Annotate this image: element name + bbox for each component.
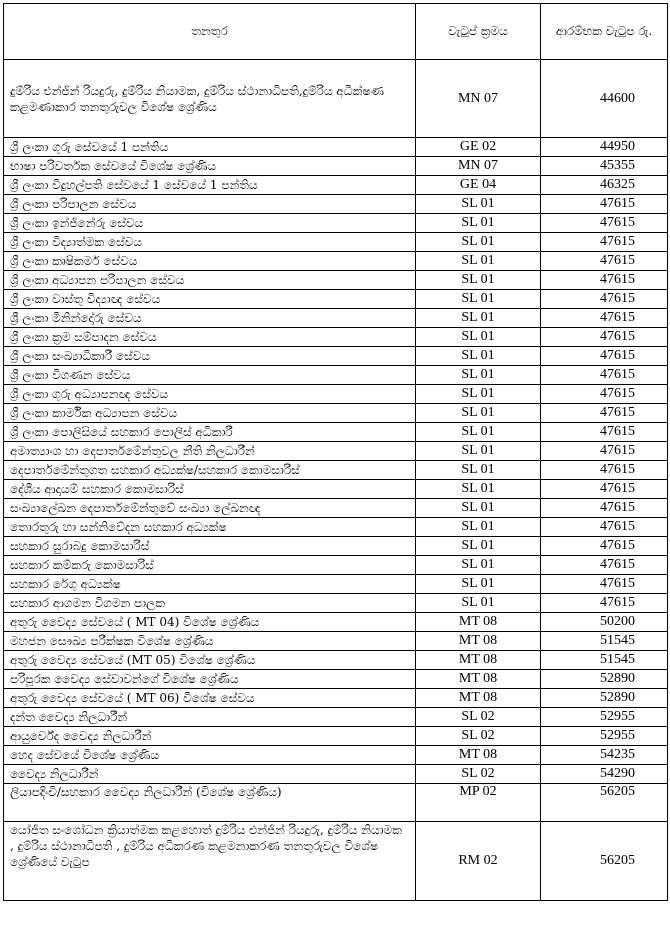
table-row — [4, 290, 668, 309]
cell-starting-salary: 47615 — [541, 442, 668, 461]
cell-post: සහකාර කම්කරු කොමසාරිස් — [4, 556, 416, 575]
cell-post: ශ්‍රී ලංකා පරිපාලන සේවය — [4, 195, 416, 214]
cell-post: ශ්‍රී ලංකා කාර්මික අධ්‍යාපන සේවය — [4, 404, 416, 423]
cell-salary-scale: SL 01 — [416, 328, 541, 347]
cell-post: අතුරු වෛද්‍ය සේවයේ ( MT 06) විශේෂ සේවය — [4, 689, 416, 708]
table-row — [4, 765, 668, 784]
cell-post: ශ්‍රී ලංකා විගණන සේවය — [4, 366, 416, 385]
cell-post: ශ්‍රී ලංකා වාස්තු විද්‍යාඥ සේවය — [4, 290, 416, 309]
table-row — [4, 822, 668, 901]
cell-post: දුම්රිය එන්ජින් රියදුරු, දුම්රිය නියාමක, දුම්රිය ස්ථානාධිපති,දුම්රිය අධීක්ෂණ කළමණාකාර තනතුරුවල විශේෂ ශ්‍රේණිය — [4, 60, 416, 138]
table-row — [4, 727, 668, 746]
cell-starting-salary: 47615 — [541, 537, 668, 556]
cell-post: ශ්‍රී ලංකා ක්‍රම සම්පාදන සේවය — [4, 328, 416, 347]
table-row — [4, 233, 668, 252]
cell-salary-scale: SL 01 — [416, 480, 541, 499]
table-row — [4, 404, 668, 423]
cell-starting-salary: 47615 — [541, 404, 668, 423]
cell-salary-scale: SL 02 — [416, 727, 541, 746]
table-row — [4, 176, 668, 195]
table-row — [4, 252, 668, 271]
cell-starting-salary: 56205 — [541, 822, 668, 901]
cell-starting-salary: 52955 — [541, 708, 668, 727]
cell-starting-salary: 47615 — [541, 518, 668, 537]
cell-post: සංඛ්‍යාලේඛන දෙපාර්තමේන්තුවේ සංඛ්‍යා ලේඛනඥ — [4, 499, 416, 518]
cell-starting-salary: 47615 — [541, 423, 668, 442]
table-row — [4, 195, 668, 214]
cell-starting-salary: 54235 — [541, 746, 668, 765]
cell-post: තොරතුරු හා සන්නිවේදන සහකාර අධ්‍යක්ෂ — [4, 518, 416, 537]
cell-salary-scale: MN 07 — [416, 157, 541, 176]
table-row — [4, 632, 668, 651]
table-row — [4, 518, 668, 537]
cell-salary-scale: MT 08 — [416, 651, 541, 670]
cell-starting-salary: 51545 — [541, 651, 668, 670]
cell-salary-scale: SL 01 — [416, 290, 541, 309]
table-row — [4, 670, 668, 689]
table-row — [4, 271, 668, 290]
header-post: තනතුර — [4, 4, 416, 60]
table-header-row — [4, 4, 668, 60]
cell-starting-salary: 47615 — [541, 309, 668, 328]
table-row — [4, 708, 668, 727]
cell-salary-scale: RM 02 — [416, 822, 541, 901]
table-row — [4, 746, 668, 765]
table-row — [4, 613, 668, 632]
cell-starting-salary: 52890 — [541, 670, 668, 689]
cell-salary-scale: SL 01 — [416, 442, 541, 461]
cell-salary-scale: SL 01 — [416, 214, 541, 233]
cell-post: අමාත්‍යාංශ හා දෙපාර්තමේන්තුවල නීති නිලධාරීන් — [4, 442, 416, 461]
cell-starting-salary: 52955 — [541, 727, 668, 746]
cell-starting-salary: 47615 — [541, 195, 668, 214]
cell-starting-salary: 47615 — [541, 347, 668, 366]
cell-post: ශ්‍රී ලංකා කෘෂිකර්ම සේවය — [4, 252, 416, 271]
cell-salary-scale: MT 08 — [416, 670, 541, 689]
cell-salary-scale: GE 02 — [416, 138, 541, 157]
header-salary-scale: වැටුප් ක්‍රමය — [416, 4, 541, 60]
table-row — [4, 480, 668, 499]
table-row — [4, 651, 668, 670]
cell-post: පරිපූරක වෛද්‍ය සේවාවන්ගේ විශේෂ ශ්‍රේණිය — [4, 670, 416, 689]
header-starting-salary: ආරම්භක වැටුප රු. — [541, 4, 668, 60]
cell-salary-scale: SL 01 — [416, 461, 541, 480]
cell-starting-salary: 56205 — [541, 784, 668, 822]
cell-salary-scale: MT 08 — [416, 746, 541, 765]
cell-salary-scale: SL 02 — [416, 708, 541, 727]
table-row — [4, 537, 668, 556]
cell-post: හෙද සේවයේ විශේෂ ශ්‍රේණිය — [4, 746, 416, 765]
table-row — [4, 461, 668, 480]
cell-starting-salary: 47615 — [541, 366, 668, 385]
cell-post: භාෂා පරිවර්තක සේවයේ විශේෂ ශ්‍රේණිය — [4, 157, 416, 176]
cell-starting-salary: 47615 — [541, 461, 668, 480]
cell-salary-scale: SL 01 — [416, 594, 541, 613]
table-row — [4, 575, 668, 594]
cell-post: ආයුර්වේද වෛද්‍ය නිලධාරීන් — [4, 727, 416, 746]
cell-starting-salary: 54290 — [541, 765, 668, 784]
table-row — [4, 784, 668, 822]
cell-starting-salary: 47615 — [541, 252, 668, 271]
cell-post: දන්ත වෛද්‍ය නිලධාරීන් — [4, 708, 416, 727]
cell-salary-scale: SL 01 — [416, 575, 541, 594]
table-row — [4, 556, 668, 575]
cell-starting-salary: 47615 — [541, 499, 668, 518]
cell-post: ලියාපදිංචි/සහකාර වෛද්‍ය නිලධාරීන් (විශේෂ ශ්‍රේණිය) — [4, 784, 416, 822]
cell-salary-scale: GE 04 — [416, 176, 541, 195]
cell-salary-scale: SL 01 — [416, 518, 541, 537]
cell-salary-scale: SL 01 — [416, 556, 541, 575]
cell-starting-salary: 44600 — [541, 60, 668, 138]
cell-post: ශ්‍රී ලංකා විද්‍යාත්මක සේවය — [4, 233, 416, 252]
cell-starting-salary: 47615 — [541, 556, 668, 575]
cell-salary-scale: SL 01 — [416, 404, 541, 423]
cell-salary-scale: MN 07 — [416, 60, 541, 138]
cell-starting-salary: 47615 — [541, 214, 668, 233]
cell-post: ශ්‍රී ලංකා පොලිසියේ සහකාර පොලිස් අධිකාරී — [4, 423, 416, 442]
cell-starting-salary: 47615 — [541, 290, 668, 309]
table-row — [4, 442, 668, 461]
cell-salary-scale: SL 01 — [416, 366, 541, 385]
cell-post: ශ්‍රී ලංකා ඉන්ජිනේරු සේවය — [4, 214, 416, 233]
cell-salary-scale: SL 01 — [416, 195, 541, 214]
cell-salary-scale: SL 02 — [416, 765, 541, 784]
cell-starting-salary: 47615 — [541, 385, 668, 404]
table-row — [4, 689, 668, 708]
cell-salary-scale: SL 01 — [416, 423, 541, 442]
table-row — [4, 138, 668, 157]
cell-post: වෛද්‍ය නිලධාරීන් — [4, 765, 416, 784]
cell-starting-salary: 46325 — [541, 176, 668, 195]
cell-post: දේශීය ආදායම් සහකාර කොමසාරිස් — [4, 480, 416, 499]
cell-post: ශ්‍රී ලංකා විදුහල්පති සේවයේ 1 සේවයේ 1 පන්තිය — [4, 176, 416, 195]
table-row — [4, 499, 668, 518]
table-row — [4, 347, 668, 366]
cell-post: ශ්‍රී ලංකා සංඛ්‍යාධිකාරී සේවය — [4, 347, 416, 366]
table-row — [4, 60, 668, 138]
table-row — [4, 214, 668, 233]
cell-post: සහකාර ආගමන විගමන පාලක — [4, 594, 416, 613]
cell-post: ශ්‍රී ලංකා ගුරු අධ්‍යාපනඥ සේවය — [4, 385, 416, 404]
cell-post: මහජන සෞඛ්‍ය පරීක්ෂක විශේෂ ශ්‍රේණිය — [4, 632, 416, 651]
cell-post: සහකාර රේගු අධ්‍යක්ෂ — [4, 575, 416, 594]
cell-starting-salary: 45355 — [541, 157, 668, 176]
cell-starting-salary: 47615 — [541, 575, 668, 594]
cell-starting-salary: 51545 — [541, 632, 668, 651]
cell-salary-scale: MT 08 — [416, 613, 541, 632]
cell-post: ශ්‍රී ලංකා මිනින්දෝරු සේවය — [4, 309, 416, 328]
table-body — [4, 60, 668, 901]
cell-starting-salary: 47615 — [541, 594, 668, 613]
cell-starting-salary: 50200 — [541, 613, 668, 632]
table-row — [4, 594, 668, 613]
cell-starting-salary: 44950 — [541, 138, 668, 157]
cell-salary-scale: MT 08 — [416, 632, 541, 651]
cell-salary-scale: MT 08 — [416, 689, 541, 708]
cell-salary-scale: SL 01 — [416, 385, 541, 404]
cell-post: යෝජිත සංශෝධන ක්‍රියාත්මක කළහොත් දුම්රිය එන්ජින් රියදුරු, දුම්රිය නියාමක , දුම්රිය ස්ථානාධිපති , දුම්රිය අධිකරණ කළමනාකරණ තනතුරුවල විශේෂ ශ්‍රේණියේ වැටුප — [4, 822, 416, 901]
cell-post: අතුරු වෛද්‍ය සේවයේ (MT 05) විශේෂ ශ්‍රේණිය — [4, 651, 416, 670]
table-row — [4, 366, 668, 385]
cell-salary-scale: SL 01 — [416, 233, 541, 252]
cell-post: සහකාර සුරාබදු කොමසාරිස් — [4, 537, 416, 556]
cell-salary-scale: SL 01 — [416, 347, 541, 366]
cell-salary-scale: SL 01 — [416, 309, 541, 328]
cell-post: දෙපාර්තමේන්තුගත සහකාර අධ්‍යක්ෂ/සහකාර කොමසාරිස් — [4, 461, 416, 480]
cell-salary-scale: MP 02 — [416, 784, 541, 822]
table-row — [4, 309, 668, 328]
table-row — [4, 157, 668, 176]
table-row — [4, 328, 668, 347]
cell-starting-salary: 47615 — [541, 271, 668, 290]
table-row — [4, 423, 668, 442]
cell-starting-salary: 47615 — [541, 233, 668, 252]
salary-table — [3, 3, 668, 901]
cell-salary-scale: SL 01 — [416, 271, 541, 290]
cell-post: අතුරු වෛද්‍ය සේවයේ ( MT 04) විශේෂ ශ්‍රේණිය — [4, 613, 416, 632]
cell-salary-scale: SL 01 — [416, 252, 541, 271]
table-row — [4, 385, 668, 404]
cell-starting-salary: 47615 — [541, 480, 668, 499]
cell-post: ශ්‍රී ලංකා අධ්‍යාපන පරිපාලන සේවය — [4, 271, 416, 290]
cell-starting-salary: 47615 — [541, 328, 668, 347]
cell-salary-scale: SL 01 — [416, 537, 541, 556]
cell-starting-salary: 52890 — [541, 689, 668, 708]
cell-post: ශ්‍රී ලංකා ගුරු සේවයේ 1 පන්තිය — [4, 138, 416, 157]
cell-salary-scale: SL 01 — [416, 499, 541, 518]
